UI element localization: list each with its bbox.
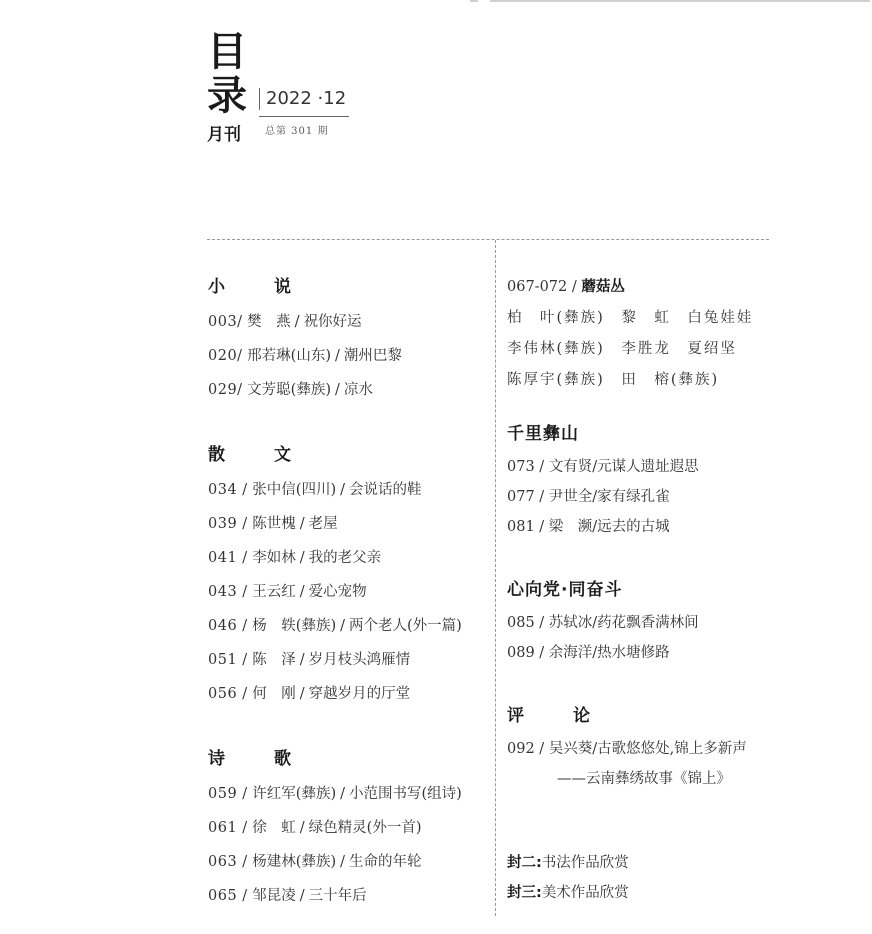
page-number: 092 /: [507, 741, 545, 757]
page-number: 034 /: [208, 482, 248, 498]
toc-entry[interactable]: 081 / 梁 濒/远去的古城: [507, 519, 670, 535]
page-number: 081 /: [507, 519, 545, 535]
cover-three: [507, 878, 807, 908]
author: 邹昆凌: [252, 888, 296, 904]
toc-entry[interactable]: [507, 275, 807, 303]
toc-entry[interactable]: 061 / 徐 虹 / 绿色精灵(外一首): [208, 820, 422, 836]
author: 许红军(彝族): [252, 786, 337, 802]
article-title: 元谋人遗址遐思: [597, 459, 699, 475]
author-line: 李伟林(彝族) 李胜龙 夏绍坚: [507, 341, 737, 357]
author: 李如林: [252, 550, 296, 566]
horizontal-divider: [207, 239, 769, 240]
issue-rule: [259, 116, 349, 117]
page-number: 073 /: [507, 459, 545, 475]
article-title: 绿色精灵(外一首): [308, 820, 422, 836]
article-title: 两个老人(外一篇): [349, 618, 462, 634]
section-qianli-yishan: [507, 422, 807, 542]
author: 王云红: [252, 584, 296, 600]
page-number: 043 /: [208, 584, 248, 600]
page-number: 039 /: [208, 516, 248, 532]
article-title: 药花飘香满林间: [597, 615, 699, 631]
author: 杨建林(彝族): [252, 854, 337, 870]
toc-entry[interactable]: 085 / 苏轼冰/药花飘香满林间: [507, 615, 699, 631]
article-title: 祝你好运: [303, 314, 362, 330]
masthead-char-mu: 目: [207, 29, 247, 75]
page-number: 056 /: [208, 686, 248, 702]
author: 陈 泽: [252, 652, 296, 668]
author: 文芳聪(彝族): [247, 382, 331, 398]
toc-entry[interactable]: 059 / 许红军(彝族) / 小范围书写(组诗): [208, 786, 462, 802]
author: 张中信(四川): [252, 482, 337, 498]
toc-entry[interactable]: 089 / 余海洋/热水塘修路: [507, 645, 670, 661]
author: 苏轼冰: [548, 615, 593, 631]
author: 梁 濒: [548, 519, 593, 535]
top-rule: [490, 0, 870, 2]
page-number: 020/: [208, 348, 243, 364]
author: 邢若琳(山东): [247, 348, 331, 364]
article-title: 凉水: [343, 382, 373, 398]
toc-entry[interactable]: 041 / 李如林 / 我的老父亲: [208, 550, 382, 566]
total-issue: 总第 301 期: [265, 126, 329, 137]
section-title: 散 文: [208, 445, 307, 465]
article-title: 会说话的鞋: [349, 482, 422, 498]
toc-entry[interactable]: 073 / 文有贤/元谋人遗址遐思: [507, 459, 699, 475]
section-title: 诗 歌: [208, 749, 307, 769]
section-title: 小 说: [208, 277, 307, 297]
article-title: 岁月枝头鸿雁情: [308, 652, 411, 668]
page-number: 067-072 /: [507, 279, 577, 295]
section-prose: [208, 443, 493, 711]
cover-two: [507, 848, 807, 878]
top-rule-dot: [470, 0, 478, 2]
page-number: 041 /: [208, 550, 248, 566]
toc-entry[interactable]: 051 / 陈 泽 / 岁月枝头鸿雁情: [208, 652, 411, 668]
author: 文有贤: [548, 459, 593, 475]
toc-entry[interactable]: 065 / 邹昆凌 / 三十年后: [208, 888, 367, 904]
toc-entry[interactable]: 046 / 杨 轶(彝族) / 两个老人(外一篇): [208, 618, 462, 634]
page-number: 061 /: [208, 820, 248, 836]
cover-value: 美术作品欣赏: [541, 885, 629, 901]
article-title: 家有绿孔雀: [597, 489, 670, 505]
column-divider: [495, 240, 496, 916]
issue-box: [259, 88, 346, 110]
toc-entry[interactable]: 043 / 王云红 / 爱心宠物: [208, 584, 367, 600]
section-poetry: [208, 747, 493, 913]
article-title: 老屋: [308, 516, 338, 532]
author: 杨 轶(彝族): [252, 618, 337, 634]
author-line: 柏 叶(彝族) 黎 虹 白兔娃娃: [507, 310, 754, 326]
left-column: [208, 275, 493, 913]
page-number: 065 /: [208, 888, 248, 904]
right-column: [507, 275, 807, 908]
section-fiction: [208, 275, 493, 407]
author: 何 刚: [252, 686, 296, 702]
toc-entry[interactable]: 034 / 张中信(四川) / 会说话的鞋: [208, 482, 422, 498]
article-title: 小范围书写(组诗): [349, 786, 462, 802]
page-number: 077 /: [507, 489, 545, 505]
author: 余海洋: [548, 645, 593, 661]
cover-value: 书法作品欣赏: [541, 855, 629, 871]
section-title: 心向党·同奋斗: [507, 580, 623, 600]
article-title: 穿越岁月的厅堂: [308, 686, 411, 702]
article-title: 潮州巴黎: [343, 348, 402, 364]
section-title: 蘑菇丛: [581, 279, 625, 295]
article-title: 远去的古城: [597, 519, 670, 535]
toc-entry[interactable]: 003/ 樊 燕 / 祝你好运: [208, 314, 362, 330]
page-number: 003/: [208, 314, 243, 330]
section-xin-xiang-dang: [507, 578, 807, 668]
author-line: 陈厚宇(彝族) 田 榕(彝族): [507, 372, 720, 388]
article-subtitle: ——云南彝绣故事《锦上》: [557, 771, 731, 787]
toc-entry[interactable]: 092 / 吴兴葵/古歌悠悠处,锦上多新声: [507, 741, 747, 757]
section-mushroom: [507, 275, 807, 396]
page-number: 089 /: [507, 645, 545, 661]
toc-entry[interactable]: 077 / 尹世全/家有绿孔雀: [507, 489, 670, 505]
page-number: 063 /: [208, 854, 248, 870]
author: 陈世槐: [252, 516, 296, 532]
toc-entry[interactable]: 020/ 邢若琳(山东) / 潮州巴黎: [208, 348, 402, 364]
monthly-label: 月刊: [207, 125, 241, 145]
page-number: 046 /: [208, 618, 248, 634]
masthead: [207, 29, 347, 145]
article-title: 古歌悠悠处,锦上多新声: [597, 741, 747, 757]
article-title: 生命的年轮: [349, 854, 422, 870]
article-title: 我的老父亲: [308, 550, 382, 566]
page-number: 029/: [208, 382, 243, 398]
author: 徐 虹: [252, 820, 296, 836]
page-number: 085 /: [507, 615, 545, 631]
section-title: 评 论: [507, 706, 606, 726]
author: 樊 燕: [247, 314, 291, 330]
author: 尹世全: [548, 489, 593, 505]
toc-entry[interactable]: 063 / 杨建林(彝族) / 生命的年轮: [208, 854, 422, 870]
toc-entry[interactable]: 056 / 何 刚 / 穿越岁月的厅堂: [208, 686, 411, 702]
cover-credits: [507, 848, 807, 908]
cover-label: 封三:: [507, 885, 542, 901]
toc-entry[interactable]: 029/ 文芳聪(彝族) / 凉水: [208, 382, 373, 398]
section-title: 千里彝山: [507, 424, 579, 444]
page-number: 051 /: [208, 652, 248, 668]
page-number: 059 /: [208, 786, 248, 802]
cover-label: 封二:: [507, 855, 542, 871]
article-title: 爱心宠物: [308, 584, 367, 600]
masthead-char-lu: 录: [207, 73, 247, 119]
article-title: 三十年后: [308, 888, 367, 904]
toc-entry[interactable]: 039 / 陈世槐 / 老屋: [208, 516, 338, 532]
author: 吴兴葵: [548, 741, 593, 757]
issue-date: 2022 ·12: [266, 88, 347, 109]
section-criticism: [507, 704, 807, 794]
article-title: 热水塘修路: [597, 645, 670, 661]
